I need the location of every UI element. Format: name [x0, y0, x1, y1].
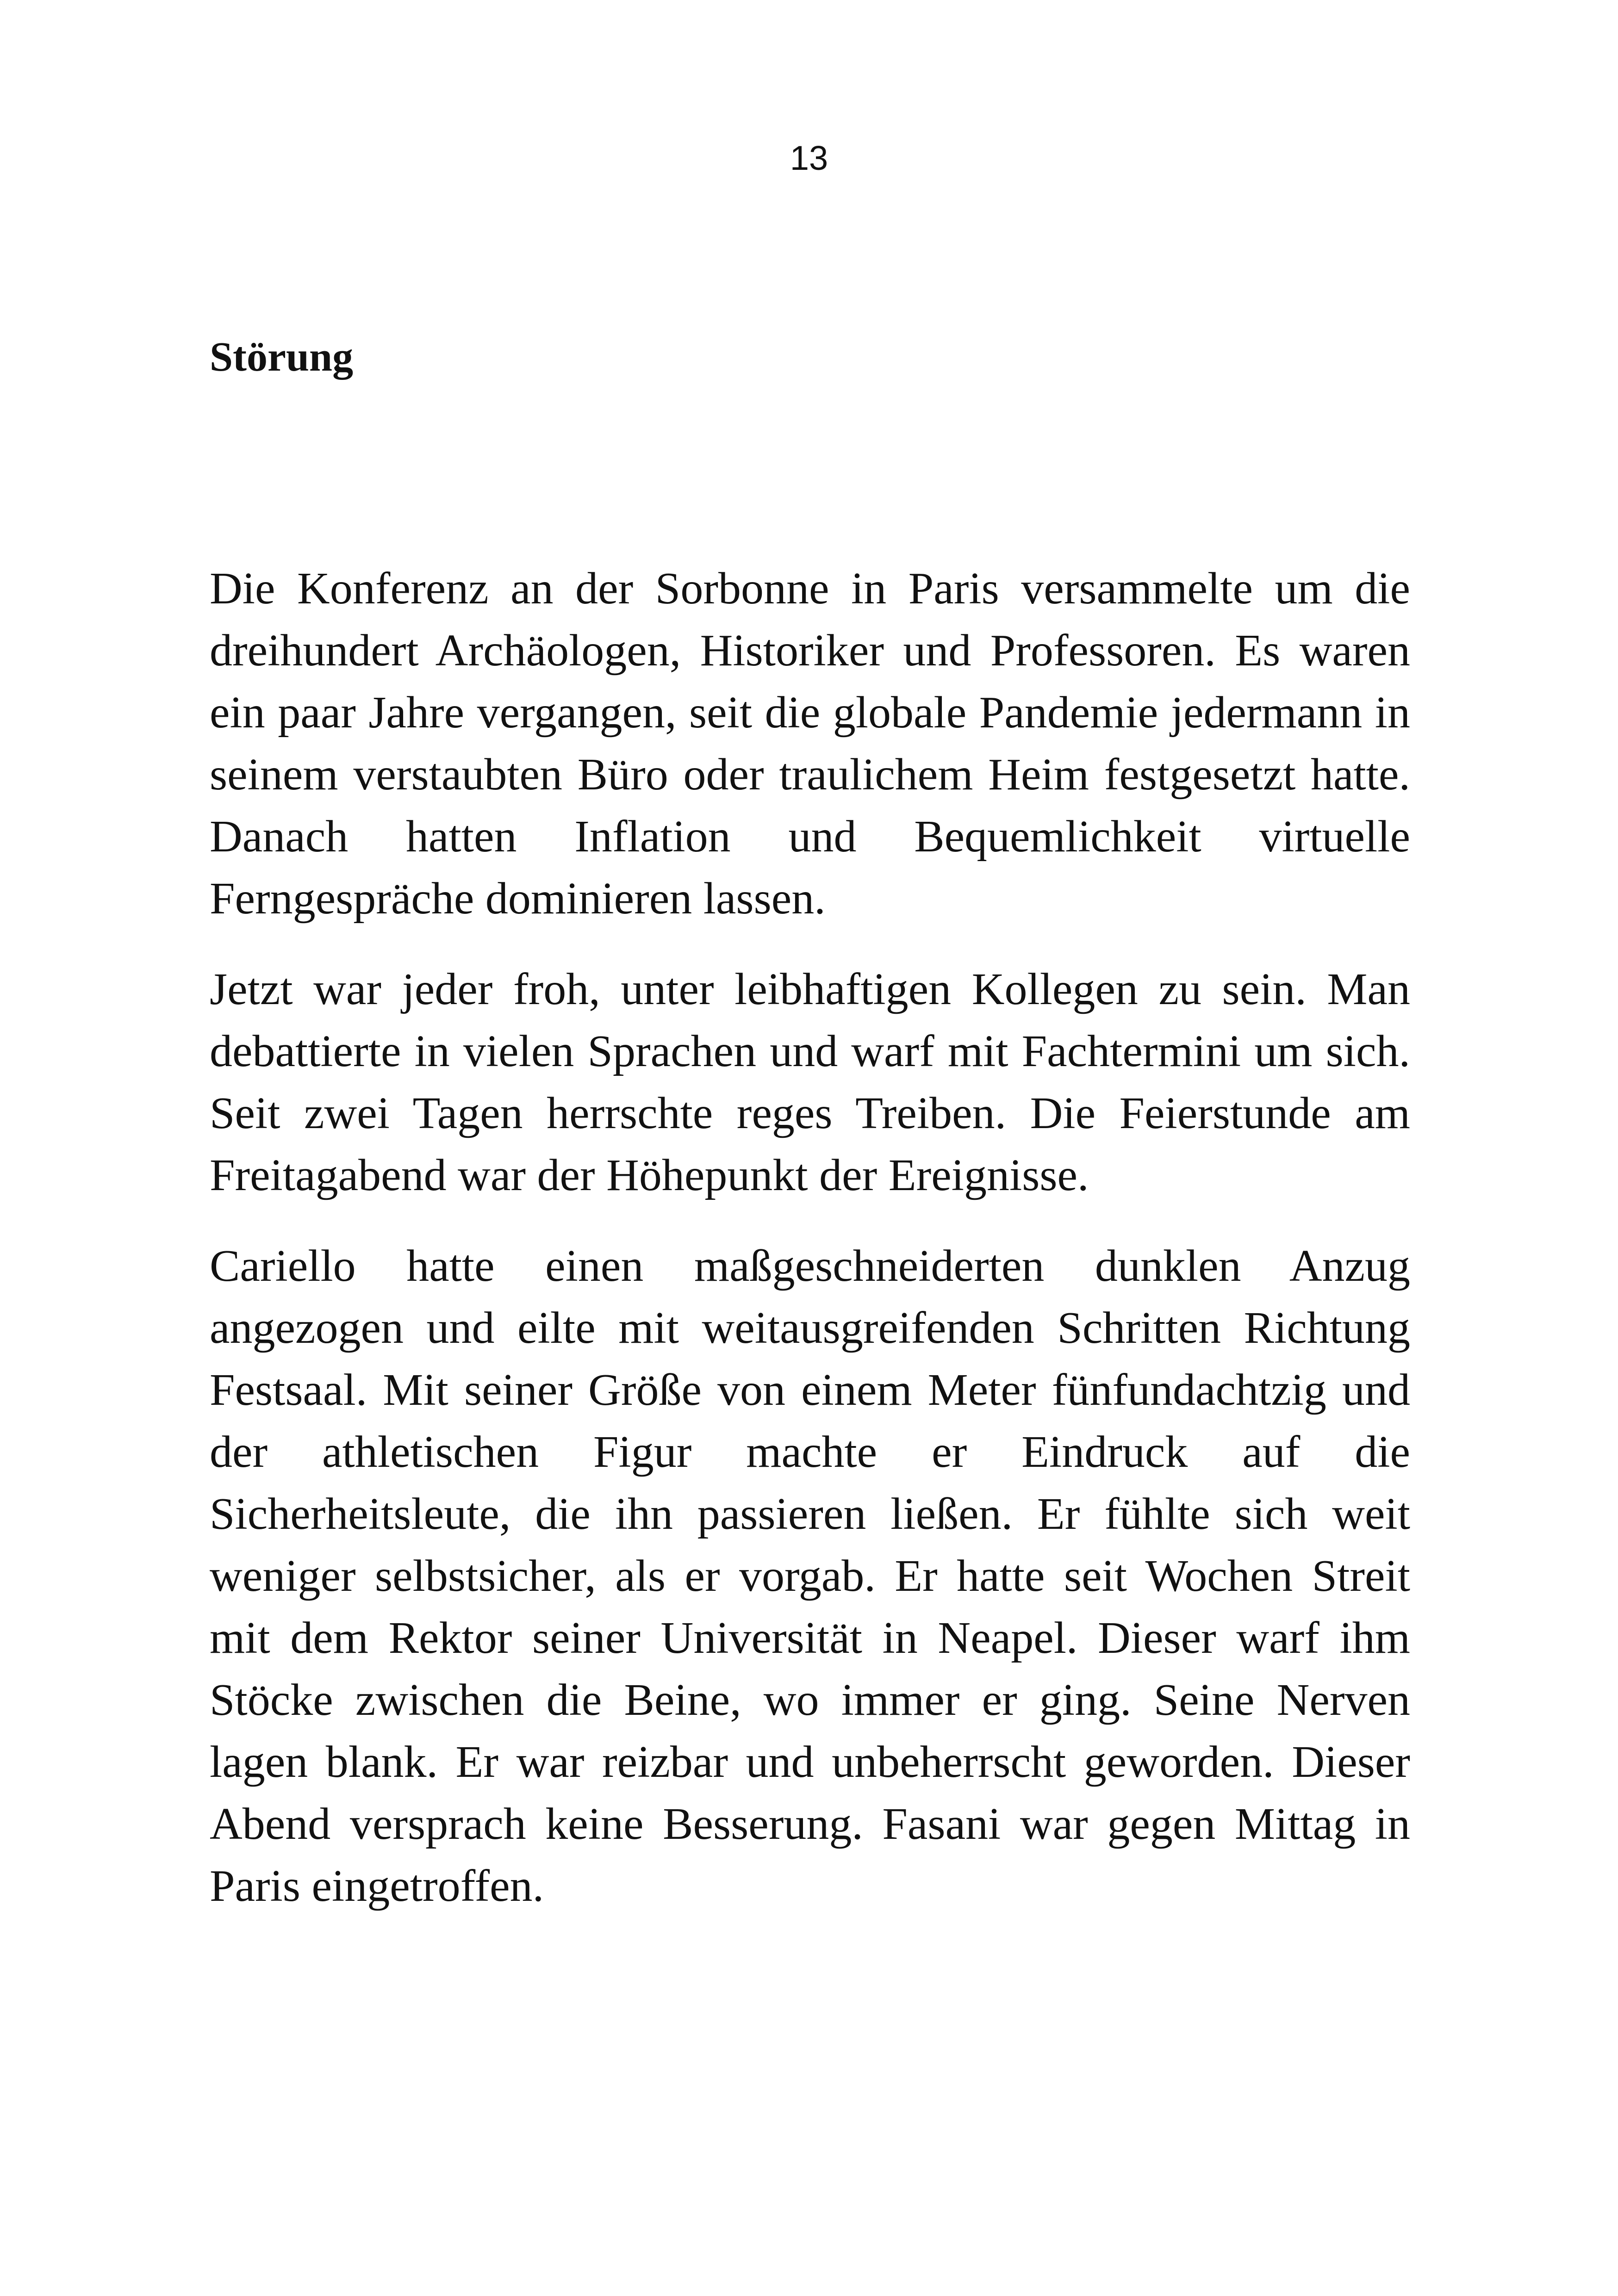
chapter-title: Störung [210, 334, 354, 380]
page-number: 13 [790, 139, 828, 177]
paragraph: Cariello hatte einen maßgeschneiderten dunklen Anzug angezogen und eilte mit weitausgreifenden Schritten Richtung Festsaal. Mit seiner Größe von einem Meter fünfundachtzig und der athletischen Figur machte er Eindruck auf die Sicherheitsleute, die ihn passieren ließen. Er fühlte sich weit weniger selbstsicher, als er vorgab. Er hatte seit Wochen Streit mit dem Rektor seiner Universität in Neapel. Dieser warf ihm Stöcke zwischen die Beine, wo immer er ging. Seine Nerven lagen blank. Er war reizbar und unbeherrscht geworden. Dieser Abend versprach keine Besserung. Fasani war gegen Mittag in Paris eingetroffen. [210, 1241, 1410, 1911]
paragraph: Die Konferenz an der Sorbonne in Paris versammelte um die dreihundert Archäologen, Historiker und Professoren. Es waren ein paar Jahre vergangen, seit die globale Pandemie jedermann in seinem verstaubten Büro oder traulichem Heim festgesetzt hatte. Danach hatten Inflation und Bequemlichkeit virtuelle Ferngespräche dominieren lassen. [210, 564, 1410, 924]
body-text [210, 558, 1410, 1917]
paragraph: Jetzt war jeder froh, unter leibhaftigen Kollegen zu sein. Man debattierte in vielen Sprachen und warf mit Fachtermini um sich. Seit zwei Tagen herrschte reges Treiben. Die Feierstunde am Freitagabend war der Höhepunkt der Ereignisse. [210, 964, 1410, 1200]
